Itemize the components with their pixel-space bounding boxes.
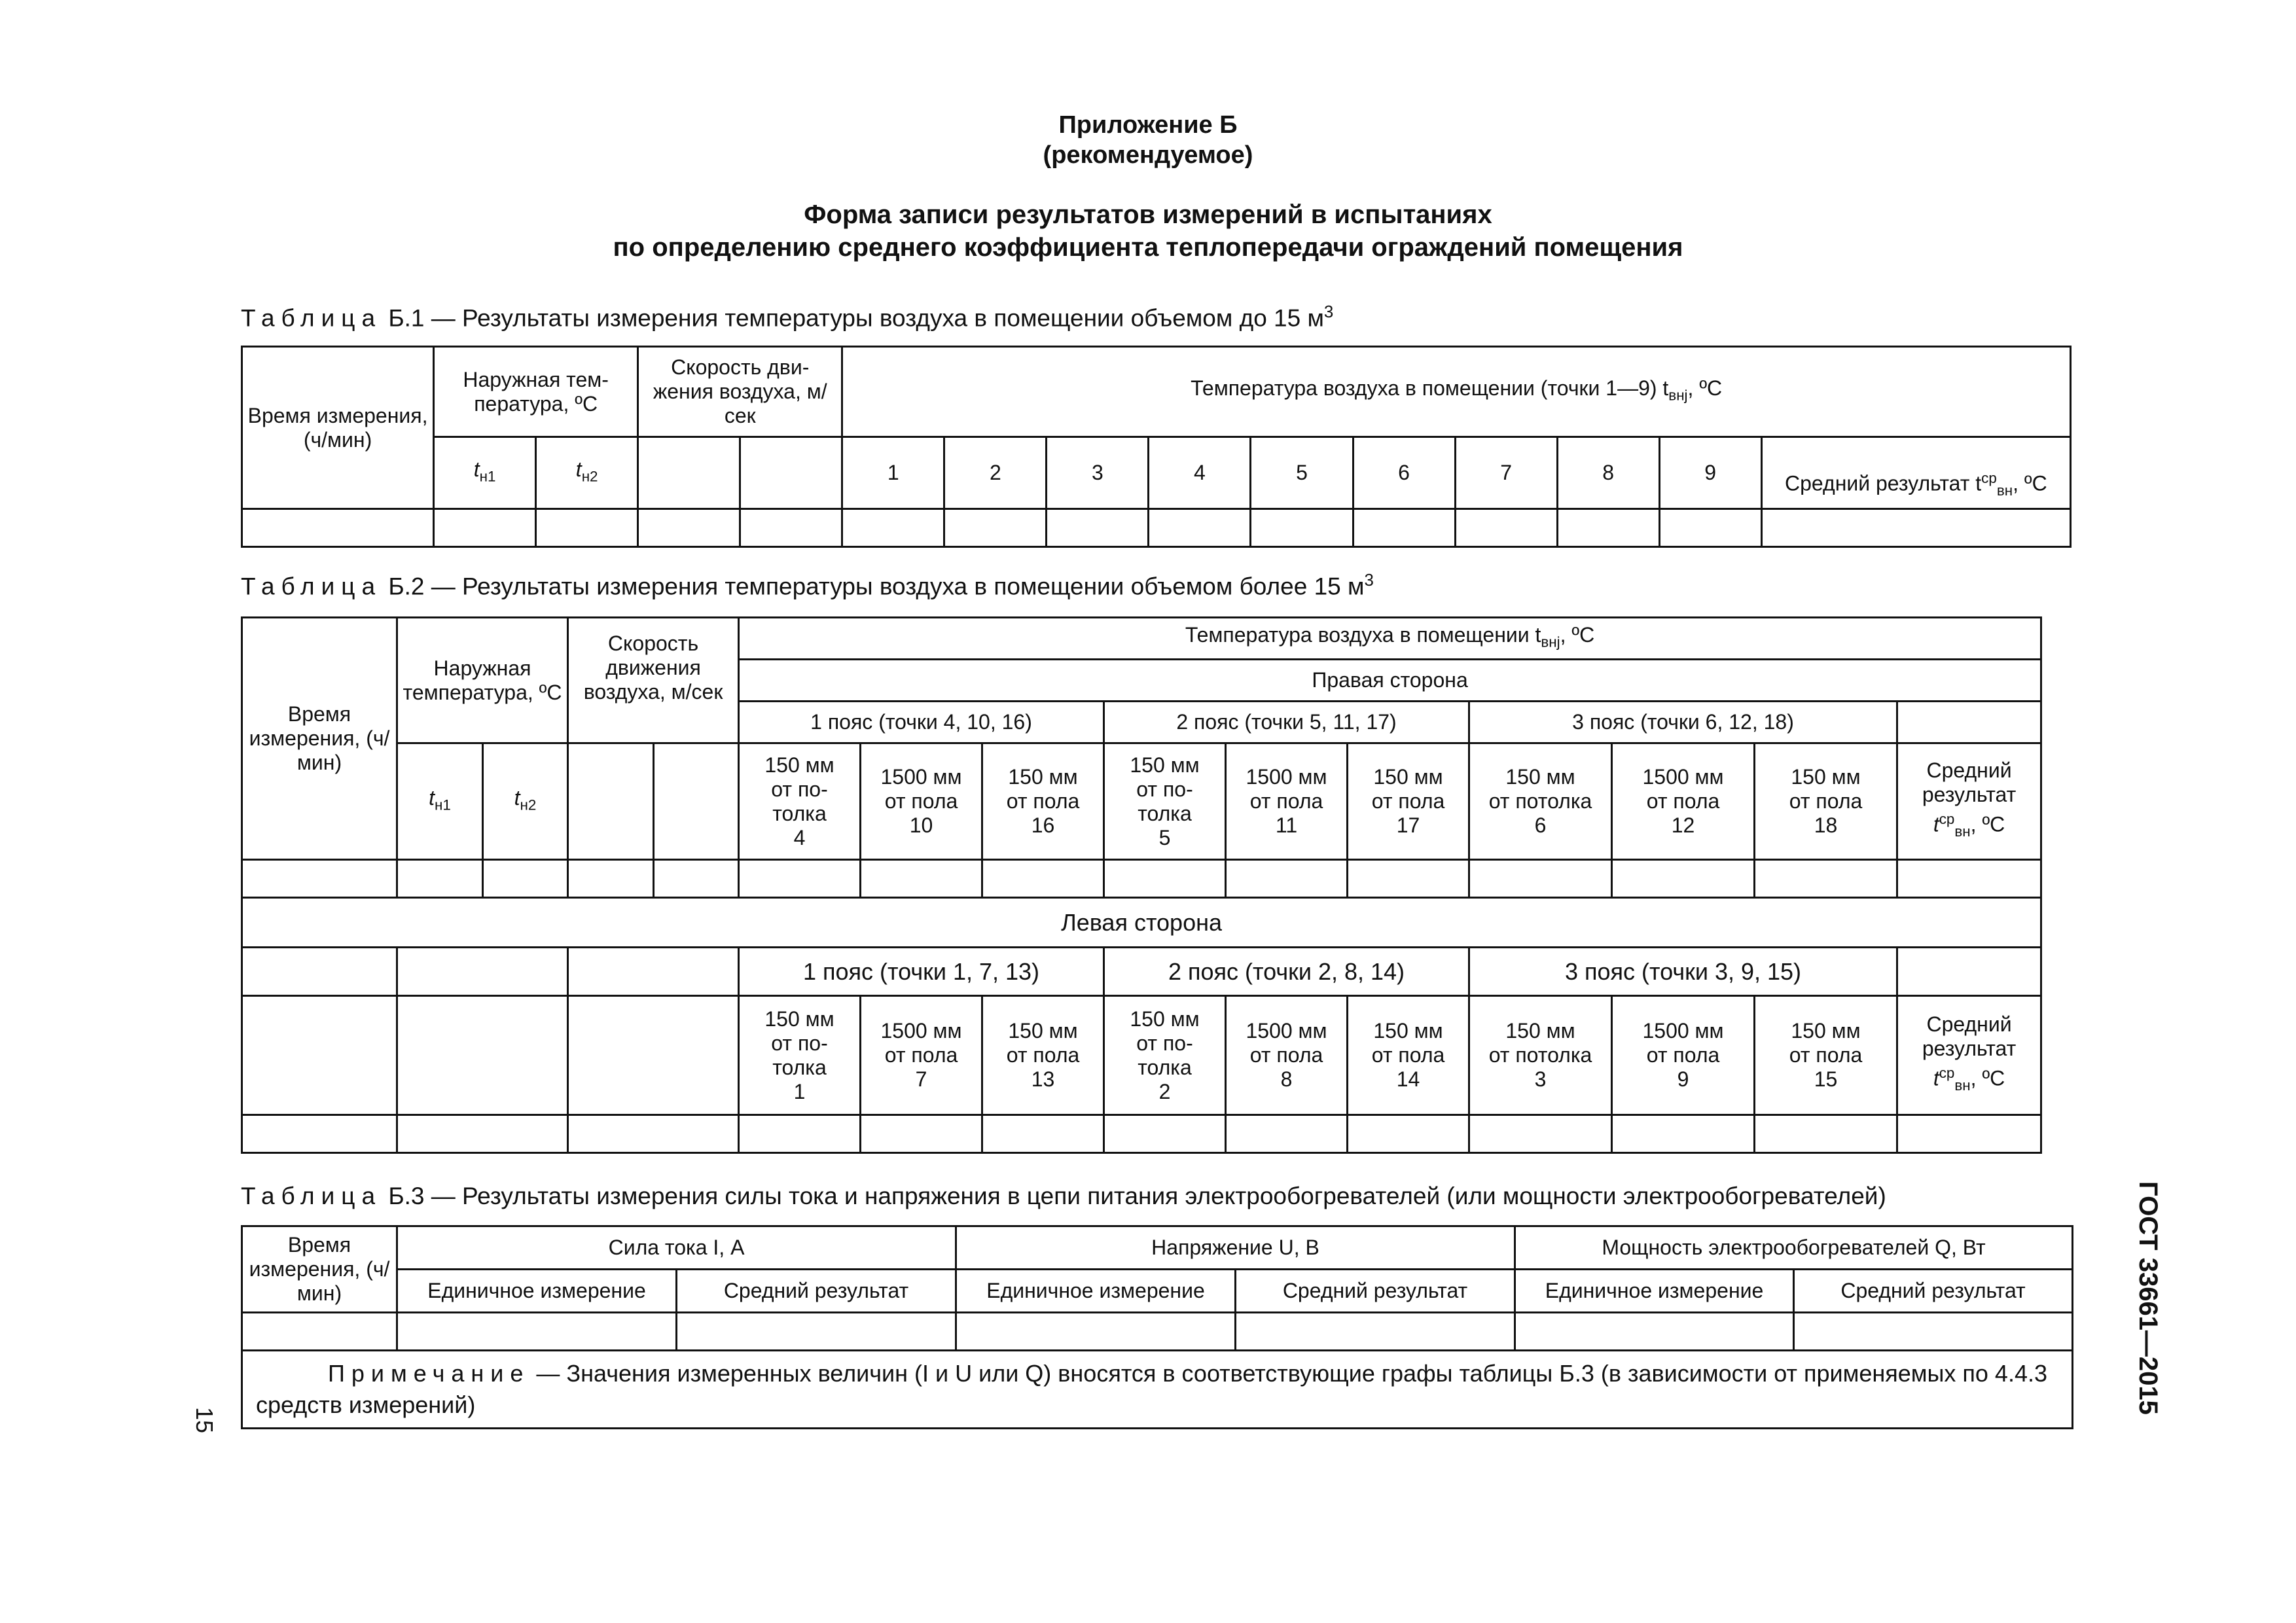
t2-right-avg-t: t (1933, 813, 1939, 837)
t2-tn2 (483, 743, 568, 860)
t2-left-avg (1897, 996, 2041, 1115)
table3-caption (241, 1183, 1886, 1210)
t2-right-cell-1-l0: 1500 мм (880, 765, 962, 789)
t2-right-avg-unit: , ºС (1970, 813, 2005, 837)
t2-cell[interactable] (1612, 860, 1755, 898)
t1-tn2-sub: н2 (581, 468, 598, 485)
t2-room-header (739, 618, 2041, 660)
t2-right-cell-4-l1: от пола (1249, 789, 1323, 813)
t3-cell[interactable] (1794, 1313, 2073, 1351)
t3-voltage-avg: Средний результат (1236, 1270, 1515, 1313)
t2-left-side: Левая сторона (242, 898, 2041, 948)
table1-prefix: Таблица (241, 304, 382, 332)
t2-left-cell-6 (1469, 996, 1612, 1115)
page-number: 15 (191, 1407, 218, 1434)
table3-prefix: Таблица (241, 1183, 382, 1209)
t2-right-cell-2-l0: 150 мм (1008, 765, 1078, 789)
table-row (242, 860, 2041, 898)
form-title-line1: Форма записи результатов измерений в испытаниях (804, 200, 1492, 229)
table1-caption (241, 303, 1333, 332)
t1-cell[interactable] (1251, 509, 1353, 547)
table1-caption-sup: 3 (1323, 303, 1334, 321)
t1-avg-text: Средний результат t (1785, 471, 1982, 495)
t2-right-cell-7-l2: 12 (1671, 813, 1695, 837)
t2-left-cell-0-l3: 1 (793, 1079, 806, 1103)
t2-cell[interactable] (397, 1115, 568, 1153)
t2-left-speed-blank (568, 996, 739, 1115)
t3-power-header: Мощность электрообогревателей Q, Вт (1515, 1226, 2073, 1270)
t1-cell[interactable] (638, 509, 740, 547)
t3-cell[interactable] (1515, 1313, 1794, 1351)
t2-left-cell-3 (1104, 996, 1226, 1115)
t2-right-cell-1-l1: от пола (884, 789, 958, 813)
t1-point-2: 2 (944, 437, 1047, 509)
t1-cell[interactable] (1047, 509, 1149, 547)
t1-tn2 (536, 437, 638, 509)
t2-left-belt-speed (568, 948, 739, 996)
t3-current-header: Сила тока I, А (397, 1226, 956, 1270)
t1-avg-header (1761, 437, 2070, 509)
t2-left-cell-5-l2: 14 (1396, 1067, 1420, 1091)
t2-right-belt-3: 3 пояс (точки 6, 12, 18) (1469, 702, 1897, 743)
t3-current-avg: Средний результат (677, 1270, 956, 1313)
t2-cell[interactable] (1612, 1115, 1755, 1153)
t2-right-cell-0 (739, 743, 861, 860)
t2-cell[interactable] (242, 1115, 397, 1153)
t2-left-cell-1-l2: 7 (915, 1067, 927, 1091)
t3-time-header: Время измерения, (ч/мин) (242, 1226, 397, 1313)
t2-right-cell-3-l2: толка (1138, 801, 1192, 825)
t2-right-belt-empty (1897, 702, 2041, 743)
t2-right-cell-6-l1: от потолка (1488, 789, 1592, 813)
t2-cell[interactable] (861, 860, 982, 898)
t2-left-cell-2-l1: от пола (1006, 1043, 1080, 1067)
t2-left-cell-4-l2: 8 (1280, 1067, 1293, 1091)
t1-speed-col1 (638, 437, 740, 509)
t2-right-cell-2-l2: 16 (1031, 813, 1055, 837)
table-b1 (241, 346, 2072, 548)
t2-right-cell-4-l2: 11 (1275, 813, 1298, 837)
t2-left-cell-1 (861, 996, 982, 1115)
t2-right-avg-l1: Средний (1926, 758, 2012, 783)
t2-cell[interactable] (1469, 1115, 1612, 1153)
t2-left-belt-time (242, 948, 397, 996)
t1-cell[interactable] (1455, 509, 1557, 547)
t2-left-cell-6-l1: от потолка (1488, 1043, 1592, 1067)
t2-left-cell-3-l0: 150 мм (1130, 1007, 1200, 1031)
t2-left-cell-1-l0: 1500 мм (880, 1019, 962, 1043)
t1-speed-header: Скорость дви-жения воздуха, м/сек (638, 347, 842, 437)
t1-point-4: 4 (1149, 437, 1251, 509)
t2-speed-col2 (654, 743, 739, 860)
t2-left-cell-2-l2: 13 (1031, 1067, 1055, 1091)
t2-left-cell-7-l1: от пола (1646, 1043, 1720, 1067)
t2-right-avg-l3 (1902, 807, 2036, 844)
t2-left-avg-l2: результат (1922, 1037, 2017, 1061)
t2-left-time-blank (242, 996, 397, 1115)
t2-right-belt-2: 2 пояс (точки 5, 11, 17) (1104, 702, 1469, 743)
t3-power-avg: Средний результат (1794, 1270, 2073, 1313)
t2-tn2-sub: н2 (520, 796, 537, 813)
t2-right-cell-1 (861, 743, 982, 860)
t2-cell[interactable] (242, 860, 397, 898)
t2-left-avg-unit: , ºС (1970, 1067, 2005, 1091)
table2-caption-text: Б.2 — Результаты измерения температуры воздуха в помещении объемом более 15 м (388, 573, 1365, 600)
table3-caption-text: Б.3 — Результаты измерения силы тока и напряжения в цепи питания электрообогревателей (или мощности электрообогревателей) (388, 1183, 1886, 1209)
t2-cell[interactable] (1755, 860, 1897, 898)
t1-point-7: 7 (1455, 437, 1557, 509)
t2-room-header-sub: внj (1541, 633, 1560, 651)
table2-prefix: Таблица (241, 573, 382, 600)
t2-outside-header: Наружная температура, ºС (397, 618, 568, 743)
t2-right-cell-2 (982, 743, 1104, 860)
t1-point-6: 6 (1353, 437, 1455, 509)
t2-speed-col1 (568, 743, 654, 860)
t2-right-cell-3-l0: 150 мм (1130, 753, 1200, 777)
t2-tn2-t: t (514, 785, 520, 810)
t3-cell[interactable] (242, 1313, 397, 1351)
t1-point-3: 3 (1047, 437, 1149, 509)
t2-tn1-t: t (429, 785, 435, 810)
form-title-line2: по определению среднего коэффициента теплопередачи ограждений помещения (613, 233, 1683, 262)
t2-cell[interactable] (1469, 860, 1612, 898)
t2-left-cell-0 (739, 996, 861, 1115)
standard-code-label: ГОСТ 33661—2015 (2134, 1181, 2162, 1415)
t2-left-cell-0-l0: 150 мм (764, 1007, 834, 1031)
t2-left-cell-1-l1: от пола (884, 1043, 958, 1067)
t1-point-9: 9 (1659, 437, 1761, 509)
t1-room-header-sub: внj (1668, 387, 1688, 404)
t2-left-cell-5 (1348, 996, 1469, 1115)
t2-right-cell-5-l2: 17 (1396, 813, 1420, 837)
t1-cell[interactable] (1149, 509, 1251, 547)
t3-note (242, 1351, 2073, 1429)
table2-caption (241, 571, 1374, 600)
t2-right-cell-2-l1: от пола (1006, 789, 1080, 813)
t3-cell[interactable] (956, 1313, 1236, 1351)
t2-left-avg-l1: Средний (1926, 1012, 2012, 1037)
t2-right-cell-4-l0: 1500 мм (1246, 765, 1327, 789)
t2-right-cell-8-l2: 18 (1814, 813, 1838, 837)
t2-left-belt-empty (1897, 948, 2041, 996)
note-prefix: Примечание (328, 1360, 530, 1387)
t2-left-avg-t: t (1933, 1067, 1939, 1091)
t2-cell[interactable] (982, 860, 1104, 898)
t2-cell[interactable] (739, 1115, 861, 1153)
t2-cell[interactable] (1226, 1115, 1348, 1153)
t2-left-cell-5-l1: от пола (1371, 1043, 1445, 1067)
t2-cell[interactable] (568, 860, 654, 898)
t2-left-avg-sub: вн (1954, 1077, 1971, 1094)
t2-right-cell-7-l1: от пола (1646, 789, 1720, 813)
t2-right-cell-5-l0: 150 мм (1373, 765, 1443, 789)
t2-left-outside-blank (397, 996, 568, 1115)
t2-left-cell-7-l2: 9 (1677, 1067, 1689, 1091)
t3-voltage-single: Единичное измерение (956, 1270, 1236, 1313)
t2-right-cell-5 (1348, 743, 1469, 860)
t1-cell[interactable] (1659, 509, 1761, 547)
t2-left-cell-4 (1226, 996, 1348, 1115)
t2-right-cell-0-l0: 150 мм (764, 753, 834, 777)
t2-cell[interactable] (568, 1115, 739, 1153)
t2-cell[interactable] (1348, 1115, 1469, 1153)
t2-left-cell-0-l1: от по- (771, 1031, 828, 1055)
table-row (242, 1313, 2073, 1351)
t1-tn1 (434, 437, 536, 509)
t2-right-cell-6-l2: 6 (1534, 813, 1547, 837)
t2-cell[interactable] (1104, 1115, 1226, 1153)
t1-cell[interactable] (944, 509, 1047, 547)
t2-left-cell-3-l3: 2 (1158, 1079, 1171, 1103)
t1-cell[interactable] (1557, 509, 1659, 547)
t2-left-cell-6-l2: 3 (1534, 1067, 1547, 1091)
t2-left-cell-3-l1: от по- (1136, 1031, 1193, 1055)
t2-right-avg-sub: вн (1954, 823, 1971, 840)
t2-right-cell-3-l1: от по- (1136, 777, 1193, 801)
t2-left-cell-8-l0: 150 мм (1791, 1019, 1861, 1043)
t3-cell[interactable] (1236, 1313, 1515, 1351)
t2-right-cell-7-l0: 1500 мм (1642, 765, 1724, 789)
t2-left-avg-l3 (1902, 1061, 2036, 1097)
t1-room-header-text: Температура воздуха в помещении (точки 1—9) t (1191, 376, 1669, 400)
t2-room-header-unit: , ºС (1560, 622, 1595, 647)
t3-voltage-header: Напряжение U, В (956, 1226, 1515, 1270)
t2-left-cell-4-l0: 1500 мм (1246, 1019, 1327, 1043)
t2-right-cell-8-l0: 150 мм (1791, 765, 1861, 789)
t2-left-belt-3: 3 пояс (точки 3, 9, 15) (1469, 948, 1897, 996)
t1-cell[interactable] (434, 509, 536, 547)
t2-right-cell-0-l1: от по- (771, 777, 828, 801)
t3-power-single: Единичное измерение (1515, 1270, 1794, 1313)
table-b3 (241, 1225, 2073, 1429)
t2-left-cell-7-l0: 1500 мм (1642, 1019, 1724, 1043)
table1-caption-text: Б.1 — Результаты измерения температуры воздуха в помещении объемом до 15 м (388, 304, 1324, 332)
t2-cell[interactable] (982, 1115, 1104, 1153)
table-row (242, 509, 2071, 547)
t1-tn1-t: t (473, 457, 480, 481)
t2-speed-header: Скорость движения воздуха, м/сек (568, 618, 739, 743)
t2-left-belt-1: 1 пояс (точки 1, 7, 13) (739, 948, 1104, 996)
t2-cell[interactable] (861, 1115, 982, 1153)
t1-cell[interactable] (842, 509, 944, 547)
t2-cell[interactable] (654, 860, 739, 898)
t2-cell[interactable] (1755, 1115, 1897, 1153)
t2-left-cell-0-l2: толка (772, 1055, 827, 1079)
t1-tn2-t: t (575, 457, 582, 481)
t2-cell[interactable] (1897, 1115, 2041, 1153)
t2-time-header: Время измерения, (ч/мин) (242, 618, 397, 860)
t1-point-5: 5 (1251, 437, 1353, 509)
table2-caption-sup: 3 (1364, 571, 1374, 590)
t1-avg-sub: вн (1996, 482, 2013, 499)
t2-left-cell-8 (1755, 996, 1897, 1115)
t2-right-cell-6-l0: 150 мм (1505, 765, 1575, 789)
t1-point-8: 8 (1557, 437, 1659, 509)
t1-time-header: Время измерения, (ч/мин) (242, 347, 434, 509)
t2-left-cell-6-l0: 150 мм (1505, 1019, 1575, 1043)
t2-left-cell-3-l2: толка (1138, 1055, 1192, 1079)
t2-cell[interactable] (483, 860, 568, 898)
appendix-title: Приложение Б (1058, 111, 1238, 139)
t2-left-cell-8-l1: от пола (1789, 1043, 1863, 1067)
t1-avg-unit: , ºС (2013, 471, 2047, 495)
t2-right-cell-3-l3: 5 (1158, 825, 1171, 849)
t2-cell[interactable] (1226, 860, 1348, 898)
t2-left-cell-2 (982, 996, 1104, 1115)
t3-cell[interactable] (677, 1313, 956, 1351)
t1-room-header (842, 347, 2071, 437)
t2-right-avg-sup: ср (1939, 811, 1955, 828)
t2-right-cell-0-l2: толка (772, 801, 827, 825)
t1-room-header-unit: , ºС (1687, 376, 1723, 400)
t2-tn1 (397, 743, 483, 860)
t1-cell[interactable] (242, 509, 434, 547)
t1-avg-sup: ср (1981, 469, 1997, 486)
t2-left-cell-7 (1612, 996, 1755, 1115)
t2-left-cell-4-l1: от пола (1249, 1043, 1323, 1067)
t3-current-single: Единичное измерение (397, 1270, 677, 1313)
t2-left-belt-outside (397, 948, 568, 996)
t2-right-side: Правая сторона (739, 660, 2041, 702)
t1-outside-header: Наружная тем-пература, ºС (434, 347, 638, 437)
table-row (242, 1115, 2041, 1153)
t2-cell[interactable] (1897, 860, 2041, 898)
t2-right-cell-7 (1612, 743, 1755, 860)
t2-left-cell-8-l2: 15 (1814, 1067, 1838, 1091)
t1-cell[interactable] (740, 509, 842, 547)
t2-left-cell-2-l0: 150 мм (1008, 1019, 1078, 1043)
t2-right-cell-3 (1104, 743, 1226, 860)
t2-cell[interactable] (1104, 860, 1226, 898)
t2-left-cell-5-l0: 150 мм (1373, 1019, 1443, 1043)
t2-right-cell-0-l3: 4 (793, 825, 806, 849)
t1-tn1-sub: н1 (479, 468, 496, 485)
t2-right-avg (1897, 743, 2041, 860)
t2-left-avg-sup: ср (1939, 1065, 1955, 1082)
t2-right-cell-4 (1226, 743, 1348, 860)
note-text: — Значения измеренных величин (I и U или Q) вносятся в соответствующие графы таблицы Б.3 (в зависимости от применяемых по 4.4.3 средств измерений) (256, 1360, 2047, 1418)
t3-cell[interactable] (397, 1313, 677, 1351)
t1-speed-col2 (740, 437, 842, 509)
appendix-status: (рекомендуемое) (1043, 141, 1253, 169)
t1-point-1: 1 (842, 437, 944, 509)
t2-right-cell-5-l1: от пола (1371, 789, 1445, 813)
t2-right-cell-6 (1469, 743, 1612, 860)
t2-right-cell-8 (1755, 743, 1897, 860)
t2-cell[interactable] (397, 860, 483, 898)
t2-cell[interactable] (1348, 860, 1469, 898)
t1-cell[interactable] (536, 509, 638, 547)
t2-right-cell-8-l1: от пола (1789, 789, 1863, 813)
t2-right-cell-1-l2: 10 (909, 813, 933, 837)
t1-cell[interactable] (1761, 509, 2070, 547)
t2-cell[interactable] (739, 860, 861, 898)
t2-left-belt-2: 2 пояс (точки 2, 8, 14) (1104, 948, 1469, 996)
t2-right-belt-1: 1 пояс (точки 4, 10, 16) (739, 702, 1104, 743)
t2-room-header-text: Температура воздуха в помещении t (1185, 622, 1541, 647)
t2-tn1-sub: н1 (435, 796, 451, 813)
table-b2 (241, 616, 2042, 1154)
t1-cell[interactable] (1353, 509, 1455, 547)
t2-right-avg-l2: результат (1922, 783, 2017, 807)
